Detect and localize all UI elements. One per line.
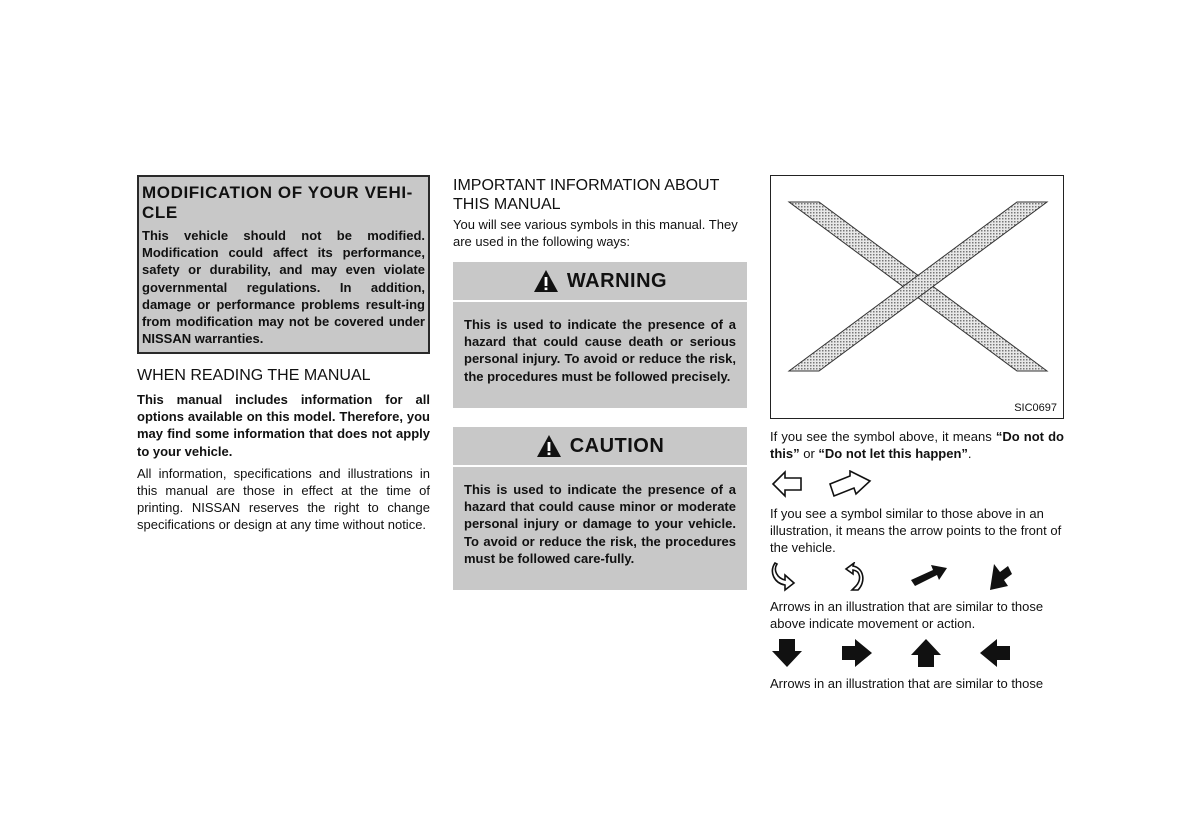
arrow-up-icon <box>910 638 942 668</box>
important-info-section <box>453 176 747 250</box>
caution-header <box>453 427 747 467</box>
solid-arrows-text: Arrows in an illustration that are similar to those <box>770 676 1044 691</box>
modification-title: MODIFICATION OF YOUR VEHI-CLE <box>142 183 413 222</box>
figure-code: SIC0697 <box>1014 402 1057 414</box>
front-arrows-text: If you see a symbol similar to those above in an illustration, it means the arrow points to the front of the vehicle. <box>770 506 1062 556</box>
arrow-down-icon <box>771 638 803 668</box>
arrow-right-icon <box>841 638 873 668</box>
curved-arrow-up-icon <box>842 562 868 592</box>
modification-body: This vehicle should not be modified. Modification could affect its performance, safety or durability, and may even violate governmental regulations. In addition, damage or performance problems result-ing from modification may not be covered under NISSAN warranties. <box>142 228 425 347</box>
x-cross-icon <box>771 176 1063 418</box>
diagonal-arrow-down-left-icon <box>986 562 1014 592</box>
important-info-heading: IMPORTANT INFORMATION ABOUT THIS MANUAL <box>453 177 720 213</box>
caution-triangle-icon <box>536 434 562 458</box>
figure-caption <box>770 428 1064 462</box>
movement-arrows-text: Arrows in an illustration that are similar to those above indicate movement or action. <box>770 599 1044 632</box>
front-arrow-left-icon <box>771 470 803 498</box>
when-reading-body: All information, specifications and illustrations in this manual are those in effect at the time of printing. NISSAN reserves the right to change specifications or design at any time without notice. <box>137 465 430 533</box>
solid-arrows-row <box>770 638 1064 672</box>
modification-notice-box <box>137 175 430 354</box>
warning-label: WARNING <box>566 269 668 292</box>
arrow-left-icon <box>979 638 1011 668</box>
curved-arrow-down-left-icon <box>771 562 797 592</box>
figure-caption-bold-1: “Do not do this” <box>770 429 1064 462</box>
figure-caption-prefix: If you see the symbol above, it means <box>770 429 996 444</box>
figure-caption-end: . <box>967 446 972 462</box>
when-reading-heading: WHEN READING THE MANUAL <box>137 367 371 384</box>
caution-text: This is used to indicate the presence of a hazard that could cause minor or moderate personal injury or damage to your vehicle. To avoid or reduce the risk, the procedures must be followed care-fully. <box>464 482 736 566</box>
warning-text: This is used to indicate the presence of a hazard that could cause death or serious personal injury. To avoid or reduce the risk, the procedures must be followed precisely. <box>464 317 736 384</box>
front-arrows-row <box>770 470 1064 504</box>
warning-box <box>453 262 747 408</box>
figure-caption-bold-2: “Do not let this happen” <box>818 446 968 462</box>
when-reading-section <box>137 366 430 534</box>
caution-label: CAUTION <box>569 434 665 457</box>
warning-header <box>453 262 747 302</box>
front-arrow-diagonal-icon <box>828 470 872 498</box>
movement-arrows-row <box>770 562 1064 596</box>
when-reading-bold-text: This manual includes information for all options available on this model. Therefore, you may find some information that does not apply to your vehicle. <box>137 392 430 459</box>
do-not-figure <box>770 175 1064 419</box>
diagonal-arrow-up-right-icon <box>909 562 949 590</box>
caution-box <box>453 427 747 590</box>
figure-caption-mid: or <box>799 446 819 462</box>
warning-triangle-icon <box>533 269 559 293</box>
important-info-intro: You will see various symbols in this manual. They are used in the following ways: <box>453 217 738 250</box>
